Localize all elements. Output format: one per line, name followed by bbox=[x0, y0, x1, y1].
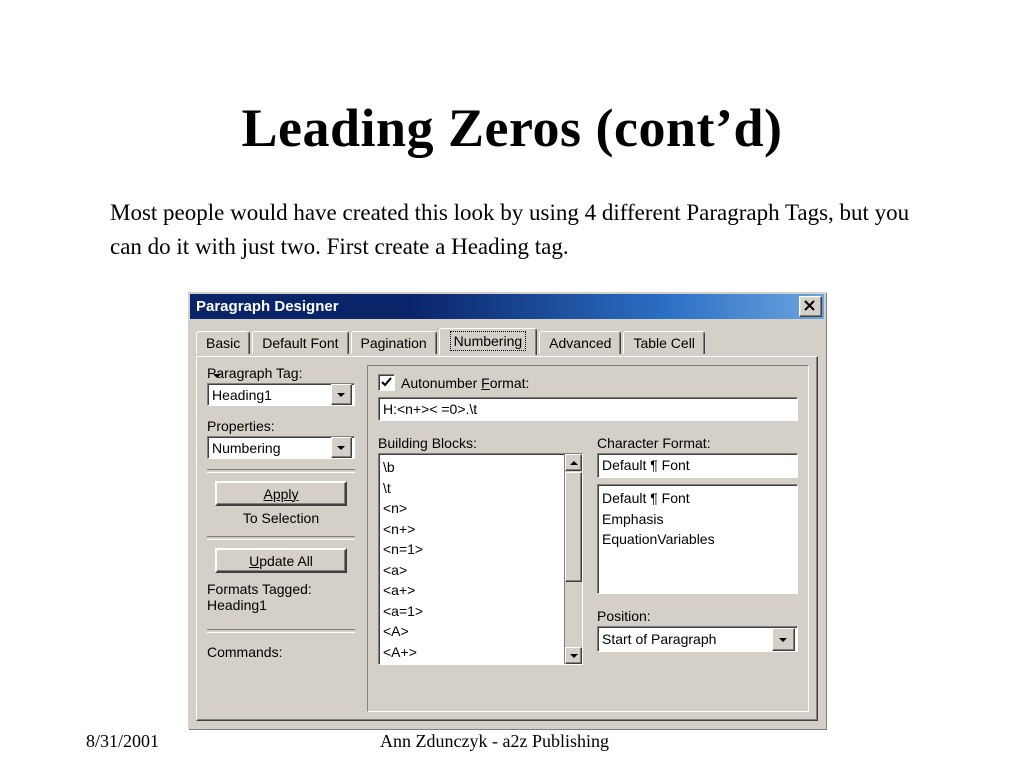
properties-combo[interactable] bbox=[207, 436, 355, 459]
commands-label: Commands: bbox=[207, 643, 283, 660]
scroll-down-icon[interactable] bbox=[565, 647, 582, 664]
list-item[interactable]: <a=1> bbox=[383, 602, 424, 619]
properties-value: Numbering bbox=[212, 439, 281, 456]
footer-date: 8/31/2001 bbox=[86, 731, 160, 751]
tab-label: Pagination bbox=[360, 335, 427, 351]
list-item[interactable]: EquationVariables bbox=[602, 531, 715, 547]
page-title: Leading Zeros (cont’d) bbox=[241, 98, 783, 158]
divider bbox=[207, 629, 355, 633]
formats-tagged-value: Heading1 bbox=[207, 597, 267, 613]
building-blocks-group bbox=[378, 435, 583, 665]
list-item[interactable]: <a+> bbox=[383, 582, 416, 598]
building-blocks-items bbox=[383, 457, 423, 662]
position-label: Position: bbox=[597, 608, 651, 624]
divider bbox=[207, 536, 355, 540]
tab-basic[interactable] bbox=[196, 331, 250, 354]
list-item[interactable]: <A+> bbox=[383, 643, 417, 660]
commands-row bbox=[207, 641, 355, 662]
position-value: Start of Paragraph bbox=[602, 631, 717, 647]
building-blocks-label: Building Blocks: bbox=[378, 435, 477, 451]
list-item[interactable]: <n=1> bbox=[383, 541, 424, 557]
tab-label: Default Font bbox=[262, 335, 339, 351]
list-item[interactable]: \b bbox=[383, 459, 395, 475]
paragraph-tag-label: Paragraph Tag: bbox=[207, 365, 303, 381]
character-format-list[interactable] bbox=[597, 484, 798, 594]
tab-label: Numbering bbox=[450, 331, 526, 351]
paragraph-designer-dialog bbox=[188, 292, 826, 729]
dialog-content bbox=[196, 356, 818, 721]
properties-label: Properties: bbox=[207, 418, 275, 434]
paragraph-tag-combo[interactable] bbox=[207, 383, 355, 406]
commands-dropdown-button[interactable] bbox=[290, 641, 311, 662]
tab-table-cell[interactable] bbox=[623, 331, 704, 354]
numbering-panel bbox=[367, 365, 809, 712]
tab-strip bbox=[196, 327, 824, 354]
close-glyph bbox=[804, 300, 815, 311]
tab-label: Table Cell bbox=[633, 335, 695, 351]
autonumber-format-input[interactable]: H:<n+>< =0>.\t bbox=[378, 397, 798, 421]
divider bbox=[207, 469, 355, 473]
list-item[interactable]: <n+> bbox=[383, 520, 416, 537]
list-item[interactable]: <n> bbox=[383, 500, 408, 516]
list-item[interactable]: \t bbox=[383, 479, 391, 496]
scrollbar-thumb[interactable] bbox=[565, 472, 582, 582]
character-format-items bbox=[602, 488, 715, 550]
apply-button-label: Apply bbox=[263, 485, 299, 502]
slide-body-text: Most people would have created this look by using 4 different Paragraph Tags, but you can do it with just two. First create a Heading tag. bbox=[110, 200, 910, 259]
tab-label: Basic bbox=[206, 335, 241, 351]
character-format-group bbox=[597, 435, 798, 665]
autonumber-format-row[interactable] bbox=[378, 374, 798, 391]
update-all-button[interactable] bbox=[215, 548, 347, 573]
dialog-title-bar bbox=[190, 294, 824, 319]
close-icon[interactable] bbox=[799, 296, 822, 317]
paragraph-tag-value: Heading1 bbox=[212, 386, 272, 403]
building-blocks-list[interactable] bbox=[378, 453, 583, 665]
tab-advanced[interactable] bbox=[539, 331, 621, 354]
character-format-input[interactable]: Default ¶ Font bbox=[597, 453, 798, 478]
character-format-label: Character Format: bbox=[597, 435, 711, 451]
tab-numbering[interactable] bbox=[439, 328, 537, 355]
dialog-title: Paragraph Designer bbox=[196, 298, 339, 315]
list-item[interactable]: Emphasis bbox=[602, 510, 664, 527]
building-blocks-scrollbar[interactable] bbox=[564, 454, 582, 664]
chevron-down-icon[interactable] bbox=[772, 628, 795, 651]
to-selection-text: To Selection bbox=[242, 510, 320, 526]
formats-tagged-label: Formats Tagged: bbox=[207, 581, 312, 597]
check-icon bbox=[381, 377, 392, 388]
list-item[interactable]: <a> bbox=[383, 561, 408, 578]
footer-author: Ann Zdunczyk - a2z Publishing bbox=[380, 731, 609, 751]
chevron-down-icon[interactable] bbox=[331, 384, 352, 405]
update-all-button-label: Update All bbox=[249, 552, 313, 569]
apply-button[interactable] bbox=[215, 481, 347, 506]
list-item[interactable]: <A> bbox=[383, 623, 409, 639]
list-item[interactable]: Default ¶ Font bbox=[602, 490, 690, 506]
scroll-up-icon[interactable] bbox=[565, 454, 582, 471]
chevron-down-icon[interactable] bbox=[331, 437, 352, 458]
autonumber-format-label: Autonumber Format: bbox=[401, 374, 530, 391]
left-column bbox=[207, 365, 355, 662]
autonumber-checkbox[interactable] bbox=[378, 374, 395, 391]
position-combo[interactable] bbox=[597, 626, 798, 652]
tab-default-font[interactable] bbox=[252, 331, 348, 354]
tab-pagination[interactable] bbox=[351, 331, 437, 354]
tab-label: Advanced bbox=[549, 335, 612, 351]
